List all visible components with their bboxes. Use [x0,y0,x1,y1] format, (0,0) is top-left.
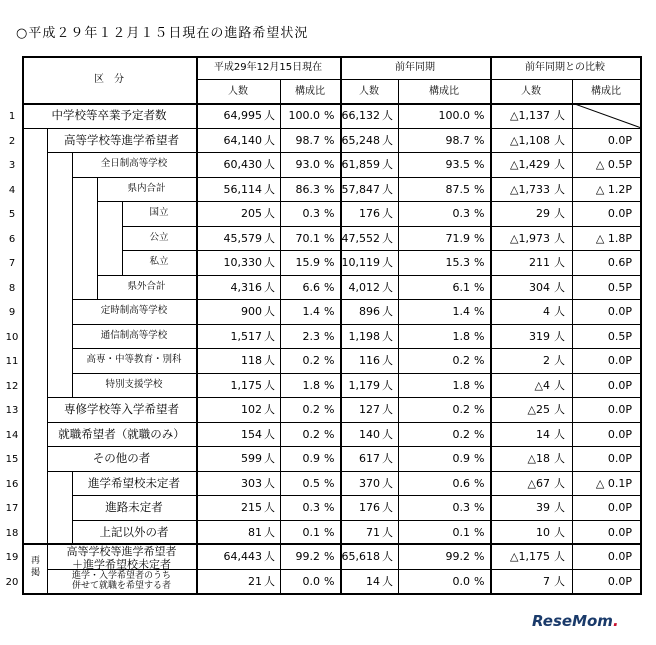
diff-ratio: 0.0P [607,378,632,392]
row-label: 上記以外の者 [99,524,169,539]
diagonal-slash [572,103,640,128]
table-bottom-border [22,593,642,595]
unit-percent: % [324,403,335,416]
row-number: 7 [8,258,16,269]
unit-person: 人 [264,427,275,441]
row-rule [72,177,640,178]
diff-count: △1,137 [510,109,550,122]
diff-count: 7 [543,574,550,588]
current-ratio: 93.0 [295,158,320,171]
diff-ratio: △ 1.8P [595,231,632,245]
current-ratio: 0.2 [302,354,320,367]
prev-count: 4,012 [348,280,380,294]
indent-rule [47,128,48,545]
current-count: 10,330 [223,256,262,269]
current-count: 1,175 [230,378,262,392]
unit-person: 人 [264,256,275,269]
diff-ratio: △ 0.5P [595,158,632,171]
unit-person: 人 [554,231,565,245]
prev-count: 176 [359,501,380,514]
unit-person: 人 [382,207,393,220]
current-ratio: 6.6 [302,280,320,294]
diff-ratio: △ 1.2P [595,182,632,196]
row-number: 14 [5,429,19,441]
unit-percent: % [324,452,335,465]
unit-person: 人 [382,256,393,269]
prev-ratio: 0.0 [452,574,470,588]
row-rule [72,520,640,521]
unit-percent: % [324,133,335,147]
row-label: 高専・中等教育・別科 [86,354,182,365]
unit-person: 人 [382,305,393,318]
current-count: 64,443 [223,550,262,563]
table-right-border [640,56,642,595]
row-number: 4 [8,184,16,196]
current-ratio: 99.2 [295,550,320,563]
unit-person: 人 [554,427,565,441]
unit-person: 人 [264,133,275,147]
prev-ratio: 99.2 [445,550,470,563]
unit-percent: % [324,378,335,392]
diff-count: 4 [543,305,550,318]
unit-person: 人 [264,550,275,563]
current-ratio: 0.0 [302,574,320,588]
unit-percent: % [474,501,485,514]
prev-count: 127 [359,403,380,416]
col-rule [490,56,492,593]
row-label: 通信制高等学校 [100,329,168,341]
unit-person: 人 [264,109,275,122]
diff-ratio: 0.0P [607,501,632,514]
row-number: 19 [5,552,19,563]
row-number: 20 [5,576,19,588]
unit-person: 人 [554,182,565,196]
current-ratio: 0.3 [302,501,320,514]
row-rule [72,299,640,300]
prev-ratio: 0.1 [452,525,470,539]
unit-person: 人 [382,574,393,588]
prev-count: 61,859 [341,158,380,171]
prev-count: 47,552 [341,231,380,245]
unit-person: 人 [554,403,565,416]
header-kouseihi: 構成比 [591,86,621,97]
diff-ratio: 0.0P [607,403,632,416]
current-count: 303 [241,476,262,490]
unit-person: 人 [554,525,565,539]
unit-person: 人 [554,550,565,563]
diff-ratio: 0.0P [607,574,632,588]
row-label: 県外合計 [127,280,166,292]
row-number: 10 [5,331,19,343]
unit-person: 人 [382,550,393,563]
row-rule [47,471,640,472]
prev-count: 57,847 [341,182,380,196]
prev-ratio: 1.8 [452,329,470,343]
current-ratio: 98.7 [295,133,320,147]
diff-ratio: 0.0P [607,550,632,563]
unit-person: 人 [382,476,393,490]
prev-ratio: 1.8 [452,378,470,392]
diff-count: 211 [529,256,550,269]
unit-person: 人 [382,452,393,465]
current-ratio: 0.3 [302,207,320,220]
row-rule [122,250,640,251]
unit-percent: % [474,207,485,220]
current-count: 56,114 [223,182,262,196]
row-label: 進学希望校未定者 [88,475,180,490]
unit-percent: % [324,329,335,343]
prev-count: 1,179 [348,378,380,392]
unit-person: 人 [382,427,393,441]
row-rule [72,348,640,349]
unit-percent: % [474,305,485,318]
current-ratio: 100.0 [288,109,320,122]
row-number: 12 [5,380,19,392]
prev-ratio: 0.3 [452,501,470,514]
unit-person: 人 [382,109,393,122]
diff-ratio: 0.5P [607,329,632,343]
unit-percent: % [324,525,335,539]
current-count: 64,995 [223,109,262,122]
row-label: その他の者 [92,451,151,465]
unit-person: 人 [264,207,275,220]
prev-count: 617 [359,452,380,465]
unit-percent: % [474,550,485,563]
unit-person: 人 [554,256,565,269]
prev-count: 176 [359,207,380,220]
current-ratio: 0.9 [302,452,320,465]
prev-count: 71 [366,525,380,539]
prev-ratio: 6.1 [452,280,470,294]
unit-person: 人 [264,158,275,171]
prev-ratio: 0.2 [452,354,470,367]
unit-percent: % [474,452,485,465]
unit-person: 人 [554,574,565,588]
unit-percent: % [474,329,485,343]
diff-count: 10 [536,525,550,539]
unit-person: 人 [382,501,393,514]
current-ratio: 1.4 [302,305,320,318]
diff-count: △4 [534,378,550,392]
header-kouseihi: 構成比 [429,86,459,97]
diff-count: 304 [529,280,550,294]
unit-person: 人 [382,329,393,343]
unit-percent: % [324,574,335,588]
prev-ratio: 1.4 [452,305,470,318]
unit-person: 人 [264,280,275,294]
current-count: 60,430 [223,158,262,171]
unit-person: 人 [554,280,565,294]
prev-ratio: 0.9 [452,452,470,465]
unit-person: 人 [264,403,275,416]
current-count: 21 [248,574,262,588]
row-number: 5 [8,209,16,220]
current-ratio: 0.2 [302,427,320,441]
current-ratio: 2.3 [302,329,320,343]
unit-percent: % [324,427,335,441]
header-current: 平成29年12月15日現在 [213,62,323,73]
prev-count: 14 [366,574,380,588]
unit-person: 人 [554,452,565,465]
unit-person: 人 [382,403,393,416]
prev-count: 65,618 [341,550,380,563]
unit-person: 人 [264,476,275,490]
row-rule [47,422,640,423]
unit-percent: % [474,574,485,588]
unit-person: 人 [264,305,275,318]
row-label: 公立 [149,231,169,243]
header-prev: 前年同期 [395,62,435,73]
prev-count: 1,198 [348,329,380,343]
unit-percent: % [474,403,485,416]
diff-ratio: 0.0P [607,305,632,318]
unit-person: 人 [382,354,393,367]
row-rule [97,275,640,276]
current-ratio: 0.5 [302,476,320,490]
current-ratio: 1.8 [302,378,320,392]
header-kubun: 区 分 [94,74,124,85]
unit-person: 人 [382,378,393,392]
row-number: 1 [8,111,16,122]
prev-count: 65,248 [341,133,380,147]
row-number: 16 [5,478,19,490]
row-rule [72,373,640,374]
row-number: 9 [8,307,16,318]
unit-person: 人 [382,231,393,245]
unit-percent: % [474,525,485,539]
unit-person: 人 [264,231,275,245]
unit-person: 人 [264,182,275,196]
diff-count: 2 [543,354,550,367]
prev-count: 66,132 [341,109,380,122]
header-ninzu: 人数 [521,86,541,97]
page-title: ○平成２９年１２月１５日現在の進路希望状況 [16,26,309,41]
row-rule [72,495,640,496]
diff-count: △1,175 [510,550,550,563]
unit-person: 人 [382,158,393,171]
unit-person: 人 [264,354,275,367]
prev-count: 896 [359,305,380,318]
diff-ratio: △ 0.1P [595,476,632,490]
diff-ratio: 0.0P [607,525,632,539]
header-compare: 前年同期との比較 [525,62,605,73]
unit-percent: % [324,550,335,563]
prev-ratio: 87.5 [445,182,470,196]
row-rule [47,152,640,153]
row-label: 高等学校等進学希望者 [64,132,179,147]
diff-count: 39 [536,501,550,514]
prev-count: 370 [359,476,380,490]
unit-person: 人 [554,158,565,171]
diff-ratio: 0.5P [607,280,632,294]
prev-ratio: 71.9 [445,231,470,245]
unit-percent: % [324,280,335,294]
unit-person: 人 [554,305,565,318]
row-number: 18 [5,527,19,539]
row-number: 13 [5,405,19,416]
unit-person: 人 [264,329,275,343]
unit-percent: % [324,109,335,122]
unit-percent: % [474,476,485,490]
unit-percent: % [324,182,335,196]
prev-ratio: 15.3 [445,256,470,269]
current-count: 102 [241,403,262,416]
row-number: 15 [5,454,19,465]
unit-percent: % [474,182,485,196]
unit-percent: % [324,256,335,269]
unit-person: 人 [382,280,393,294]
unit-percent: % [324,305,335,318]
current-count: 118 [241,354,262,367]
prev-ratio: 0.3 [452,207,470,220]
unit-percent: % [474,378,485,392]
row-number: 2 [8,135,16,147]
unit-person: 人 [554,329,565,343]
unit-percent: % [324,231,335,245]
unit-person: 人 [264,378,275,392]
unit-percent: % [474,158,485,171]
unit-person: 人 [554,378,565,392]
diff-ratio: 0.0P [607,207,632,220]
row-number: 17 [5,503,19,514]
unit-percent: % [324,207,335,220]
prev-ratio: 93.5 [445,158,470,171]
current-count: 154 [241,427,262,441]
row-label: 私立 [149,256,169,267]
diff-count: 29 [536,207,550,220]
unit-percent: % [324,354,335,367]
diff-count: △18 [527,452,550,465]
row-label: 就職希望者（就職のみ） [58,426,185,441]
row-label: 専修学校等入学希望者 [64,402,179,416]
prev-ratio: 100.0 [438,109,470,122]
current-count: 205 [241,207,262,220]
row-label: 高等学校等進学希望者 ＋進学希望校未定者 [66,545,177,571]
unit-person: 人 [554,501,565,514]
diff-count: 319 [529,329,550,343]
prev-ratio: 98.7 [445,133,470,147]
row-label: 進学・入学希望者のうち 併せて就職を希望する者 [71,570,171,591]
current-count: 64,140 [223,133,262,147]
table-top-border [22,56,642,58]
row-label: 中学校等卒業予定者数 [51,108,167,122]
row-rule [97,201,640,202]
header-mid-rule [196,79,640,80]
row-rule [47,446,640,447]
unit-person: 人 [554,133,565,147]
unit-person: 人 [554,207,565,220]
unit-person: 人 [554,109,565,122]
unit-person: 人 [382,133,393,147]
row-label: 特別支援学校 [105,378,163,390]
row-number: 11 [5,356,19,367]
unit-percent: % [474,354,485,367]
unit-person: 人 [264,452,275,465]
row-number: 3 [8,160,16,171]
row-label: 国立 [149,207,169,218]
unit-percent: % [474,280,485,294]
diff-count: △1,973 [510,231,550,245]
diff-ratio: 0.0P [607,354,632,367]
row-rule [122,226,640,227]
current-count: 81 [248,525,262,539]
unit-percent: % [324,501,335,514]
current-ratio: 0.1 [302,525,320,539]
unit-person: 人 [554,476,565,490]
row-label: 進路未定者 [105,500,163,514]
row-rule [47,397,640,398]
current-count: 1,517 [230,329,262,343]
current-count: 599 [241,452,262,465]
diff-ratio: 0.0P [607,133,632,147]
table-left-border [22,56,24,595]
diff-ratio: 0.0P [607,452,632,465]
unit-person: 人 [264,501,275,514]
unit-person: 人 [264,574,275,588]
unit-person: 人 [382,525,393,539]
prev-count: 140 [359,427,380,441]
row-label: 全日制高等学校 [100,158,168,169]
unit-percent: % [474,231,485,245]
diff-ratio: 0.0P [607,427,632,441]
unit-person: 人 [554,354,565,367]
diff-count: △1,429 [510,158,550,171]
header-ninzu: 人数 [359,86,379,97]
unit-person: 人 [264,525,275,539]
unit-percent: % [474,109,485,122]
diff-ratio: 0.6P [607,256,632,269]
row-rule [22,128,640,129]
current-ratio: 86.3 [295,182,320,196]
row-number: 8 [8,282,16,294]
prev-ratio: 0.2 [452,403,470,416]
resemom-logo: ReseMom. [532,612,619,630]
prev-count: 10,119 [341,256,380,269]
current-count: 4,316 [230,280,262,294]
header-ninzu: 人数 [228,86,248,97]
reprint-label: 再 掲 [30,556,40,578]
row-rule [72,324,640,325]
header-bottom-border [22,103,642,105]
prev-count: 116 [359,354,380,367]
diff-count: 14 [536,427,550,441]
prev-ratio: 0.6 [452,476,470,490]
diff-count: △67 [527,476,550,490]
unit-person: 人 [382,182,393,196]
current-ratio: 15.9 [295,256,320,269]
unit-percent: % [474,133,485,147]
unit-percent: % [324,476,335,490]
unit-percent: % [474,427,485,441]
current-ratio: 0.2 [302,403,320,416]
diff-count: △1,108 [510,133,550,147]
current-count: 45,579 [223,231,262,245]
row-label: 県内合計 [127,182,166,194]
unit-percent: % [324,158,335,171]
unit-percent: % [474,256,485,269]
header-kouseihi: 構成比 [295,86,325,97]
current-count: 215 [241,501,262,514]
diff-count: △1,733 [510,182,550,196]
row-label: 定時制高等学校 [100,305,168,316]
current-count: 900 [241,305,262,318]
current-ratio: 70.1 [295,231,320,245]
row-number: 6 [8,233,16,245]
prev-ratio: 0.2 [452,427,470,441]
diff-count: △25 [527,403,550,416]
